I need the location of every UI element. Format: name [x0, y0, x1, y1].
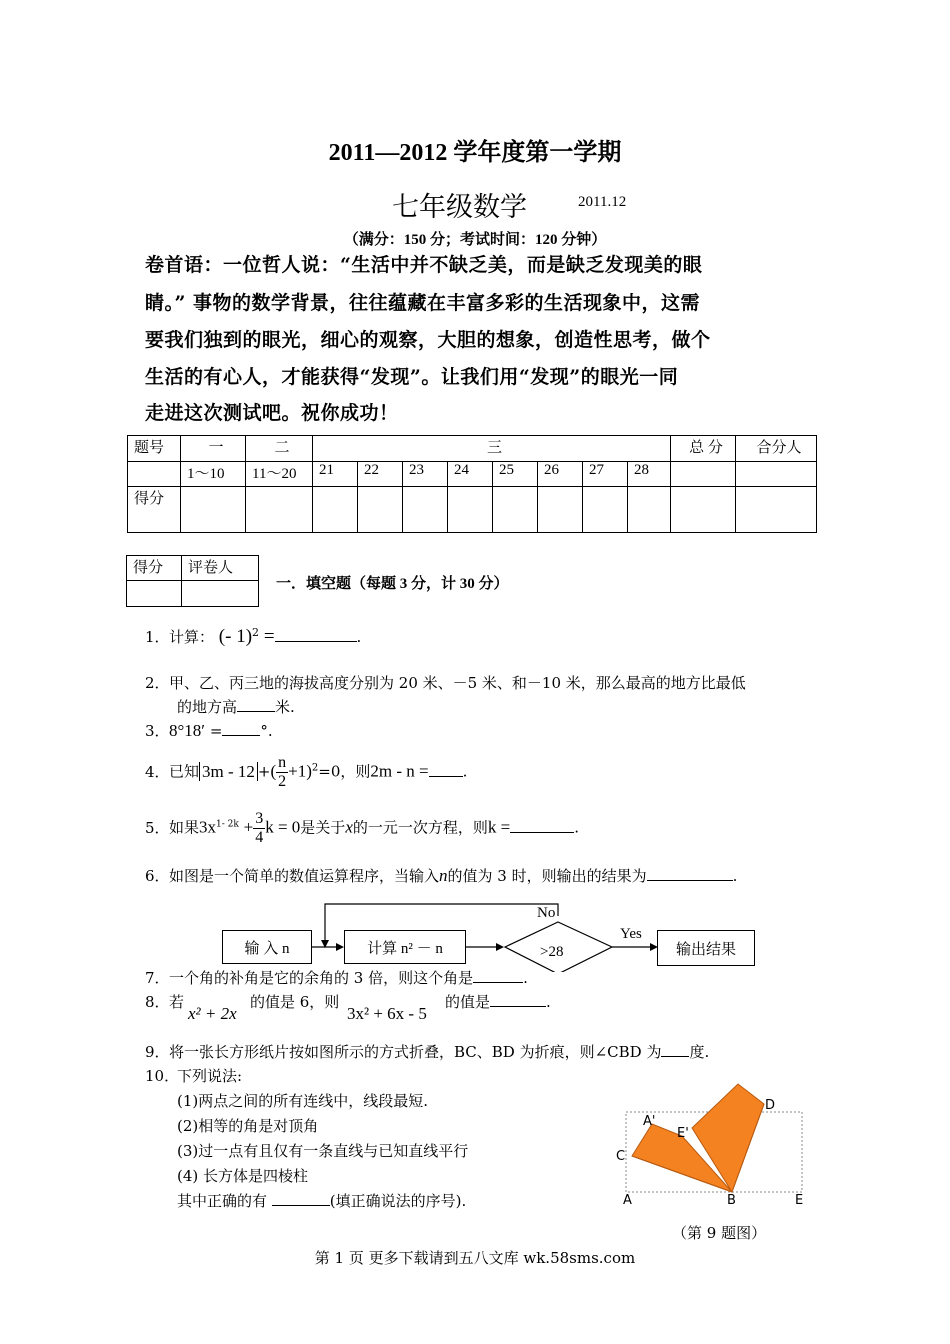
grader-score-label: 得分	[127, 556, 182, 581]
q4-end: .	[462, 762, 468, 781]
q10-ans2: (填正确说法的序号).	[329, 1192, 467, 1210]
score-sub: 25	[493, 462, 538, 487]
score-row-label: 得分	[128, 487, 181, 533]
score-sub: 23	[403, 462, 448, 487]
score-table	[127, 435, 817, 533]
q8-text1: 若	[169, 993, 185, 1011]
q2-line2a: 的地方高	[177, 698, 238, 716]
q10-text: 下列说法:	[177, 1067, 243, 1085]
score-header-total: 总 分	[671, 436, 736, 462]
question-2-cont	[177, 696, 295, 717]
yes-label: Yes	[620, 926, 642, 942]
q-num: 1．	[145, 628, 170, 646]
grader-score-cell[interactable]	[127, 581, 182, 607]
intro-line-3: 要我们独到的眼光，细心的观察，大胆的想象，创造性思考，做个	[145, 329, 711, 351]
q-num: 10．	[145, 1067, 180, 1085]
q-num: 6．	[145, 867, 170, 885]
label-a-prime: A'	[643, 1114, 656, 1129]
answer-blank-1[interactable]	[275, 641, 357, 642]
grader-name-label: 评卷人	[182, 556, 259, 581]
q-num: 7．	[145, 969, 170, 987]
label-c: C	[616, 1149, 626, 1164]
exam-date: 2011.12	[578, 194, 627, 210]
score-header-1: 一	[181, 436, 246, 462]
q5-frac-num: 3	[255, 810, 264, 827]
q8-tail	[445, 991, 551, 1012]
score-cell[interactable]	[448, 487, 493, 533]
score-sub: 24	[448, 462, 493, 487]
q-num: 5．	[145, 818, 170, 837]
q8-text2: 的值是 6，则	[250, 993, 340, 1011]
label-d: D	[765, 1098, 776, 1113]
grader-name-cell[interactable]	[182, 581, 259, 607]
score-sub: 1～10	[181, 462, 246, 487]
q5-expr2: k = 0	[265, 817, 301, 837]
score-cell[interactable]	[583, 487, 628, 533]
score-cell[interactable]	[403, 487, 448, 533]
answer-blank-8[interactable]	[490, 1006, 546, 1007]
q5-expr1: 3x	[199, 817, 217, 837]
q4-abs: 3m - 12	[199, 762, 258, 781]
q4-plus: +	[257, 762, 271, 781]
question-1: 1．计算： (- 1)$^2$ = .	[145, 626, 362, 647]
q4-paren: +1)	[288, 761, 312, 781]
q4-frac-den: 2	[278, 773, 287, 790]
page-footer: 第 1 页 更多下载请到五八文库 wk.58sms.com	[314, 1249, 636, 1267]
q10-item-3: (3)过一点有且仅有一条直线与已知直线平行	[177, 1142, 469, 1160]
answer-blank-3[interactable]	[222, 735, 260, 736]
answer-blank-6[interactable]	[647, 880, 733, 881]
answer-blank-5[interactable]	[510, 832, 574, 833]
q9-end: 度.	[689, 1043, 710, 1061]
intro-line-2: 睛。” 事物的数学背景，往往蕴藏在丰富多彩的生活现象中，这需	[145, 292, 701, 314]
q1-exp: 2	[252, 626, 260, 639]
question-10	[145, 1065, 242, 1086]
q4-frac-num: n	[278, 754, 287, 771]
q6-end: .	[732, 867, 738, 885]
no-label: No	[537, 905, 556, 921]
q3-deg: °.	[260, 722, 273, 740]
score-sub: 11～20	[246, 462, 313, 487]
figure-9	[612, 1078, 808, 1198]
input-box-label: 输 入 n	[244, 940, 290, 957]
question-4: 4．已知 3m - 12 +( $\frac{n}{2}$ +1)$^2$=0，则2m - n = .	[145, 754, 468, 790]
q1-eq: =	[263, 626, 275, 647]
label-a: A	[623, 1193, 632, 1208]
answer-blank-9[interactable]	[661, 1056, 689, 1057]
grader-table	[126, 555, 259, 607]
compute-box	[344, 930, 466, 964]
score-header-3: 三	[313, 436, 671, 462]
q-num: 8．	[145, 993, 170, 1011]
q4-expr: 2m - n =	[370, 761, 429, 781]
arrow-2-head	[496, 943, 504, 951]
q-num: 9．	[145, 1043, 170, 1061]
answer-blank-4[interactable]	[429, 776, 463, 777]
q-num: 3．	[145, 722, 170, 740]
q4-text1: 已知	[169, 762, 200, 781]
q10-item-2: (2)相等的角是对顶角	[177, 1117, 319, 1135]
score-cell[interactable]	[246, 487, 313, 533]
q-text: 计算：	[169, 628, 215, 646]
intro-line-5: 走进这次测试吧。祝你成功！	[145, 402, 399, 424]
score-sub: 28	[628, 462, 671, 487]
figure-9-caption: （第 9 题图）	[672, 1224, 767, 1242]
score-cell[interactable]	[358, 487, 403, 533]
section-title: 一．填空题（每题 3 分，计 30 分）	[276, 576, 509, 592]
exam-info: （满分：150 分；考试时间：120 分钟）	[343, 232, 607, 248]
q5-text3: 的一元一次方程，则	[352, 818, 488, 837]
label-b: B	[727, 1193, 736, 1208]
q5-exp: 1- 2k	[216, 819, 239, 830]
q6-var: n	[439, 866, 448, 885]
question-3	[145, 720, 273, 741]
q5-end: .	[574, 818, 579, 837]
q10-ans1: 其中正确的有	[177, 1192, 268, 1210]
score-header-2: 二	[246, 436, 313, 462]
q7-text: 一个角的补角是它的余角的 3 倍，则这个角是	[169, 969, 474, 987]
q3-expr: 8°18′	[169, 721, 206, 740]
q7-end: .	[523, 969, 528, 987]
label-e-prime: E'	[677, 1126, 689, 1141]
score-sub: 26	[538, 462, 583, 487]
question-2	[145, 672, 746, 693]
score-cell[interactable]	[181, 487, 246, 533]
question-9	[145, 1041, 709, 1062]
score-cell[interactable]	[538, 487, 583, 533]
q10-item-1: (1)两点之间的所有连线中，线段最短.	[177, 1092, 429, 1110]
score-cell[interactable]	[736, 487, 817, 533]
q4-text2: =0，则	[318, 762, 371, 781]
answer-blank-2[interactable]	[237, 711, 275, 712]
q10-answer	[177, 1190, 466, 1211]
score-cell[interactable]	[628, 487, 671, 533]
q-num: 4．	[145, 762, 170, 781]
question-7	[145, 967, 528, 988]
q8-end: .	[546, 993, 551, 1011]
q8-expr1: x² + 2x	[188, 1004, 237, 1023]
answer-blank-7[interactable]	[473, 982, 523, 983]
compute-box-label: 计算 n² － n	[367, 940, 443, 957]
q1-expr: (- 1)	[218, 626, 253, 647]
question-6	[145, 865, 737, 886]
q8-expr2: 3x² + 6x - 5	[347, 1004, 427, 1023]
score-header-checker: 合分人	[736, 436, 817, 462]
q3-eq: =	[209, 722, 223, 740]
output-box	[657, 930, 755, 966]
q5-var: x	[345, 817, 353, 837]
arrow-1-head	[336, 943, 344, 951]
question-5: 5．如果$3x^{1- 2k}$ + $\frac{3}{4}$ k = 0是关于x的一元一次方程，则k = .	[145, 810, 579, 846]
q5-frac-den: 4	[255, 829, 264, 846]
score-cell[interactable]	[493, 487, 538, 533]
condition-label: >28	[540, 944, 564, 960]
score-sub: 27	[583, 462, 628, 487]
q2-line2b: 米.	[275, 698, 295, 716]
score-cell[interactable]	[671, 487, 736, 533]
score-header-label: 题号	[128, 436, 181, 462]
output-box-label: 输出结果	[675, 941, 736, 958]
score-cell[interactable]	[313, 487, 358, 533]
exam-title: 2011—2012 学年度第一学期	[328, 140, 622, 166]
q2-line1: 甲、乙、丙三地的海拔高度分别为 20 米、－5 米、和－10 米，那么最高的地方比最低	[169, 674, 746, 692]
q-num: 2．	[145, 674, 170, 692]
q5-expr3: k =	[487, 817, 511, 837]
input-box	[222, 930, 312, 964]
intro-line-1: 卷首语：一位哲人说：“生活中并不缺乏美，而是缺乏发现美的眼	[145, 254, 703, 276]
intro-line-4: 生活的有心人，才能获得“发现”。让我们用“发现”的眼光一同	[145, 366, 679, 388]
score-sub: 21	[313, 462, 358, 487]
q6-text2: 的值为 3 时，则输出的结果为	[447, 867, 647, 885]
q5-text2: 是关于	[300, 818, 346, 837]
answer-blank-10[interactable]	[272, 1205, 330, 1206]
question-8	[145, 991, 184, 1012]
q4-sq: 2	[311, 762, 319, 774]
q8-text3: 的值是	[445, 993, 491, 1011]
q10-item-4: (4) 长方体是四棱柱	[177, 1167, 309, 1185]
exam-subtitle: 七年级数学	[392, 192, 527, 223]
q5-text1: 如果	[169, 818, 200, 837]
q9-text: 将一张长方形纸片按如图所示的方式折叠，BC、BD 为折痕，则∠CBD 为	[169, 1043, 662, 1061]
q6-text: 如图是一个简单的数值运算程序，当输入	[169, 867, 440, 885]
score-sub: 22	[358, 462, 403, 487]
label-e: E	[795, 1193, 804, 1208]
